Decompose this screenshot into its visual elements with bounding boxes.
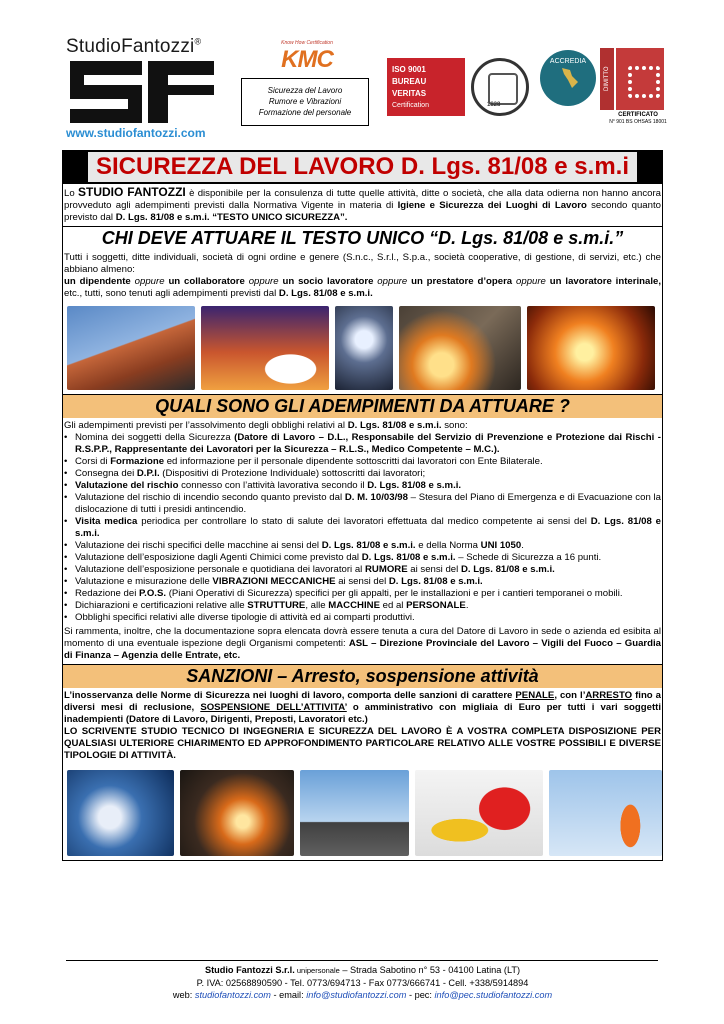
footer-contacts: P. IVA: 02568890590 - Tel. 0773/694713 - Fax 0773/666741 - Cell. +338/5914894 xyxy=(196,978,529,988)
list-item: • Consegna dei D.P.I. (Dispositivi di Protezione Individuale) sottoscritti dai lavoratori; xyxy=(64,468,661,480)
logo-text: StudioFantozzi® xyxy=(66,36,202,57)
letterhead xyxy=(0,0,724,140)
who-section xyxy=(62,227,663,395)
sf-monogram-icon xyxy=(66,61,214,123)
hard-hat-crane-photo xyxy=(201,306,329,390)
grinding-sparks-photo xyxy=(399,306,521,390)
obligations-heading: QUALI SONO GLI ADEMPIMENTI DA ATTUARE ? xyxy=(63,395,662,418)
list-item: • Corsi di Formazione ed informazione per il personale dipendente sottoscritti dai lavoratori con Ente Bilaterale. xyxy=(64,456,661,468)
list-item: • Valutazione del rischio di incendio secondo quanto previsto dal D. M. 10/03/98 – Stesura del Piano di Emergenza e di Evacuazione con la dislocazione di tutti i presidi antincendio. xyxy=(64,492,661,516)
list-item: • Visita medica periodica per controllare lo stato di salute dei lavoratori effettuata dal medico competente ai sensi del D. Lgs. 81/08 e s.m.i. xyxy=(64,516,661,540)
italy-map-icon xyxy=(558,68,578,88)
list-item: • Valutazione e misurazione delle VIBRAZIONI MECCANICHE ai sensi del D. Lgs. 81/08 e s.m.i. xyxy=(64,576,661,588)
services-box: Sicurezza del Lavoro Rumore e Vibrazioni Formazione del personale xyxy=(241,78,369,126)
footer-address: Studio Fantozzi S.r.l. unipersonale – Strada Sabotino n° 53 - 04100 Latina (LT) xyxy=(204,965,521,975)
list-item: • Obblighi specifici relativi alle diverse tipologie di attività ed ai comparti produttivi. xyxy=(64,612,661,624)
welding-mask-photo xyxy=(335,306,393,390)
footer xyxy=(62,964,663,1001)
obligations-section xyxy=(62,395,663,665)
list-item: • Nomina dei soggetti della Sicurezza (Datore di Lavoro – D.L., Responsabile del Servizio di Prevenzione e Protezione dai Rischi - R.S.P.P., Rappresentante dei Lavoratori per la Sicurezza – R.L.S., Medico Competente – M.C.). xyxy=(64,432,661,456)
sanctions-section xyxy=(62,665,663,861)
intro-section xyxy=(62,184,663,227)
crane-worker-photo xyxy=(549,770,662,856)
ohsas-certificate-label: CERTIFICATO N° 901 BS OHSAS 18001 xyxy=(609,112,667,125)
list-item: • Dichiarazioni e certificazioni relative alle STRUTTURE, alle MACCHINE ed al PERSONALE. xyxy=(64,600,661,612)
furnace-fire-photo xyxy=(527,306,655,390)
footer-links: web: studiofantozzi.com - email: info@studiofantozzi.com - pec: info@pec.studiofantozzi.com xyxy=(172,990,553,1000)
email-link[interactable]: info@studiofantozzi.com xyxy=(306,990,407,1000)
obligations-lead: Gli adempimenti previsti per l’assolvimento degli obblighi relativi al D. Lgs. 81/08 e s.m.i. sono: xyxy=(64,420,468,431)
sanctions-heading: SANZIONI – Arresto, sospensione attività xyxy=(63,665,662,688)
who-heading: CHI DEVE ATTUARE IL TESTO UNICO “D. Lgs. 81/08 e s.m.i.” xyxy=(63,227,662,250)
pec-link[interactable]: info@pec.studiofantozzi.com xyxy=(434,990,553,1000)
steel-beam-workers-photo xyxy=(300,770,409,856)
list-item: • Valutazione dei rischi specifici delle macchine ai sensi del D. Lgs. 81/08 e s.m.i. e della Norma UNI 1050. xyxy=(64,540,661,552)
list-item: • Redazione dei P.O.S. (Piani Operativi di Sicurezza) specifici per gli appalti, per le installazioni e per i cantieri temporanei o mobili. xyxy=(64,588,661,600)
safety-equipment-photo xyxy=(415,770,542,856)
construction-worker-photo xyxy=(67,306,195,390)
dimitto-mark-icon xyxy=(616,48,664,110)
intro-paragraph: Lo STUDIO FANTOZZI è disponibile per la consulenza di tutte quelle attività, ditte o società, che alla data odierna non hanno ancora provveduto agli adempimenti previsti dalla Normativa Vigente in materia di Igiene e Sicurezza dei Luoghi di Lavoro secondo quanto previsto dal D. Lgs. 81/08 e s.m.i. “TESTO UNICO SICUREZZA”. xyxy=(64,185,661,223)
obligations-closing: Si rammenta, inoltre, che la documentazione sopra elencata dovrà essere tenuta a cura del Datore di Lavoro in sede o azienda ed esibita al momento di una eventuale ispezione degli Organismi competenti: ASL – Direzione Provinciale del Lavoro – Vigili del Fuoco – Guardia di Finanza – Agenzia delle Entrate, etc. xyxy=(64,626,661,661)
logo-website-link[interactable]: www.studiofantozzi.com xyxy=(66,126,206,140)
accredia-logo: ACCREDIA xyxy=(540,50,596,106)
list-item: • Valutazione dell’esposizione dagli Agenti Chimici come previsto dal D. Lgs. 81/08 e s.m.i. – Schede di Sicurezza a 16 punti. xyxy=(64,552,661,564)
document-title-bar xyxy=(62,150,663,184)
footer-divider xyxy=(66,960,658,961)
website-link[interactable]: studiofantozzi.com xyxy=(194,990,271,1000)
list-item: • Valutazione del rischio connesso con l’attività lavorativa secondo il D. Lgs. 81/08 e s.m.i. xyxy=(64,480,661,492)
welding-sparks-photo xyxy=(180,770,293,856)
sanctions-paragraph: L’inosservanza delle Norme di Sicurezza nei luoghi di lavoro, comporta delle sanzioni di carattere PENALE, con l’ARRESTO fino a diversi mesi di reclusione, SOSPENSIONE DELL’ATTIVITA’ o amministrativo con migliaia di Euro per tutti i vari soggetti inadempienti (Datore di Lavoro, Dirigenti, Preposti, Lavoratori etc.) LO SCRIVENTE STUDIO TECNICO DI INGEGNERIA E SICUREZZA DEL LAVORO È A VOSTRA COMPLETA DISPOSIZIONE PER QUALSIASI ULTERIORE CHIARIMENTO ED APPROFONDIMENTO PARTICOLARE RELATIVO ALLE VOSTRE POSSIBILI E DIVERSE TIPOLOGIE DI ATTIVITÀ. xyxy=(64,690,662,761)
dimitto-certification-logo: DIMITTO CERTIFICATO N° 901 BS OHSAS 18001 xyxy=(600,48,664,128)
safety-photo-strip xyxy=(63,764,662,860)
kmc-logo: Know How Certification KMC xyxy=(281,40,333,73)
protective-mask-worker-photo xyxy=(67,770,174,856)
bureau-veritas-certification-logo: ISO 9001 BUREAU VERITAS Certification 1828 xyxy=(387,58,535,116)
document-body xyxy=(62,150,663,861)
studio-fantozzi-logo xyxy=(66,36,226,140)
obligations-list xyxy=(63,432,662,624)
worker-photo-strip xyxy=(63,302,662,394)
who-paragraph: Tutti i soggetti, ditte individuali, società di ogni ordine e genere (S.n.c., S.r.l., S.p.a., società cooperative, di gestione, di servizi, etc.) che abbiano almeno: un dipendente oppure un collaboratore oppure un socio lavoratore oppure un prestatore d’opera oppure un lavoratore interinale, etc., tutti, sono tenuti agli adempimenti previsti dal D. Lgs. 81/08 e s.m.i. xyxy=(64,252,661,299)
page-title: SICUREZZA DEL LAVORO D. Lgs. 81/08 e s.m.i xyxy=(88,152,637,182)
list-item: • Valutazione dell’esposizione personale e quotidiana dei lavoratori al RUMORE ai sensi del D. Lgs. 81/08 e s.m.i. xyxy=(64,564,661,576)
